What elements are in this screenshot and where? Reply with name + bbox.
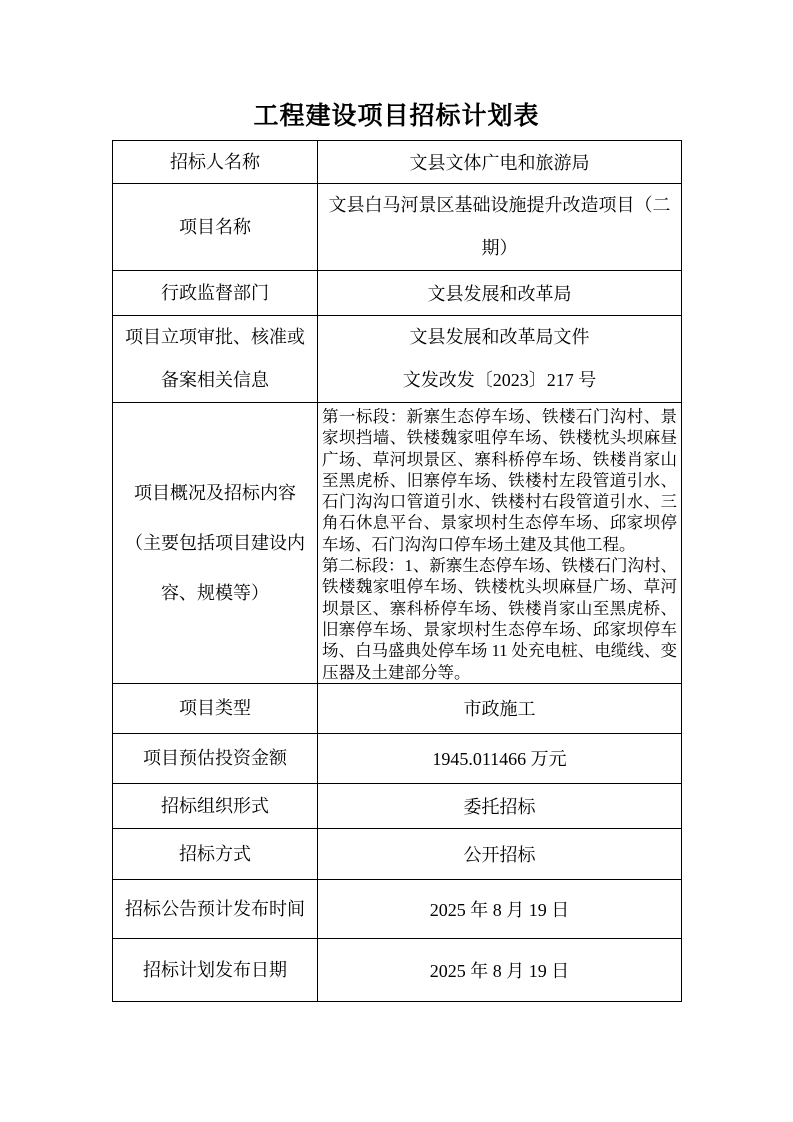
row-label: 项目概况及招标内容（主要包括项目建设内容、规模等） [113,403,318,684]
overview-paragraph-2: 第二标段：1、新寨生态停车场、铁楼石门沟村、铁楼魏家咀停车场、铁楼枕头坝麻昼广场、草河坝景区、寨科桥停车场、铁楼肖家山至黑虎桥、旧寨停车场、景家坝村生态停车场、邱家坝停车场、白马盛典处停车场 11 处充电桩、电缆线、变压器及土建部分等。 [322,556,677,682]
table-row-bidding-method [113,828,682,879]
row-label: 项目名称 [113,184,318,271]
table-row-project-overview [113,403,682,684]
row-value [318,316,682,403]
value-line-2: 期） [481,238,518,258]
row-label: 招标方式 [113,828,318,879]
row-label: 行政监督部门 [113,271,318,316]
table-row-project-type [113,683,682,733]
row-label: 招标计划发布日期 [113,938,318,1001]
row-value [318,184,682,271]
row-label: 招标组织形式 [113,783,318,828]
row-value: 1945.011466 万元 [318,733,682,783]
row-label: 项目立项审批、核准或备案相关信息 [113,316,318,403]
row-value: 文县发展和改革局 [318,271,682,316]
page-title: 工程建设项目招标计划表 [253,103,540,130]
row-value: 委托招标 [318,783,682,828]
row-value: 2025 年 8 月 19 日 [318,938,682,1001]
table-row-organization-form [113,783,682,828]
table-row-supervising-department [113,271,682,316]
row-value: 市政施工 [318,683,682,733]
table-row-plan-publish-date [113,938,682,1001]
row-value [318,403,682,684]
table-row-project-name [113,184,682,271]
table-row-bidder-name [113,141,682,184]
row-label: 招标人名称 [113,141,318,184]
bidding-plan-table [112,140,682,1002]
row-value: 文县文体广电和旅游局 [318,141,682,184]
table-row-estimated-investment [113,733,682,783]
row-value: 2025 年 8 月 19 日 [318,879,682,938]
table-row-announcement-expected-date [113,879,682,938]
row-label: 招标公告预计发布时间 [113,879,318,938]
row-value: 公开招标 [318,828,682,879]
value-line-1: 文县白马河景区基础设施提升改造项目（二 [328,195,671,215]
value-line-1: 文县发展和改革局文件 [409,327,590,347]
row-label: 项目类型 [113,683,318,733]
value-line-2: 文发改发〔2023〕217 号 [402,370,597,390]
row-label: 项目预估投资金额 [113,733,318,783]
overview-paragraph-1: 第一标段：新寨生态停车场、铁楼石门沟村、景家坝挡墙、铁楼魏家咀停车场、铁楼枕头坝麻昼广场、草河坝景区、寨科桥停车场、铁楼肖家山至黑虎桥、旧寨停车场、铁楼村左段管道引水、石门沟沟口管道引水、铁楼村右段管道引水、三角石休息平台、景家坝村生态停车场、邱家坝停车场、石门沟沟口停车场土建及其他工程。 [322,407,677,554]
table-row-approval-info [113,316,682,403]
